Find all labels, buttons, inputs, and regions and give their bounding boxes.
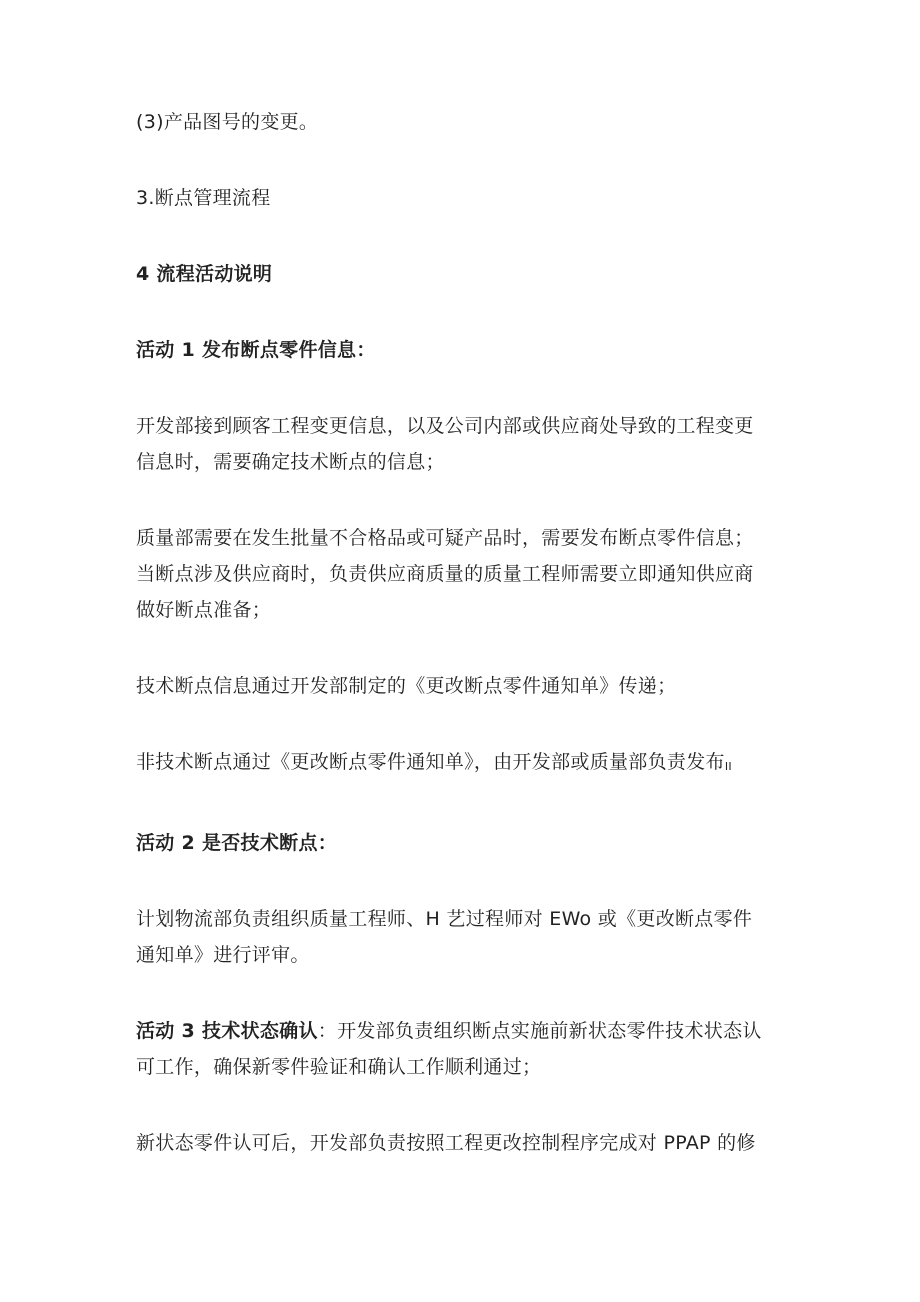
text-line: [136, 744, 796, 785]
text-line: 做好断点准备；: [136, 599, 272, 621]
text-line: 开发部接到顾客工程变更信息，以及公司内部或供应商处导致的工程变更: [136, 415, 754, 437]
text-line: 当断点涉及供应商时，负责供应商质量的质量工程师需要立即通知供应商: [136, 563, 754, 585]
text-line: [136, 1013, 796, 1049]
text-line: 3.断点管理流程: [136, 187, 271, 209]
text-line: 技术断点信息通过开发部制定的《更改断点零件通知单》传递；: [136, 675, 677, 697]
activity-2-heading: [136, 825, 796, 861]
text-line: 计划物流部负责组织质量工程师、H 艺过程师对 EWo 或《更改断点零件: [136, 908, 753, 930]
text-run: ：开发部负责组织断点实施前新状态零件技术状态认: [317, 1020, 762, 1042]
paragraph-activity-3: [136, 1013, 796, 1085]
activity-1-heading: [136, 332, 796, 368]
text-line: (3)产品图号的变更。: [136, 111, 319, 133]
paragraph-dev-dept-engineering-change: [136, 408, 796, 480]
text-run: 非技术断点通过《更改断点零件通知单》，由开发部或质量部负责发布: [136, 751, 725, 773]
section-heading-activity-description: [136, 256, 796, 292]
text-line: 活动 2 是否技术断点：: [136, 832, 338, 854]
paragraph-technical-breakpoint-info: [136, 668, 796, 704]
paragraph-non-technical-breakpoint: [136, 744, 796, 785]
text-line: 新状态零件认可后，开发部负责按照工程更改控制程序完成对 PPAP 的修: [136, 1132, 756, 1154]
text-line: 4 流程活动说明: [136, 263, 273, 285]
paragraph-ppap-revision: [136, 1125, 796, 1161]
section-heading-breakpoint-process: [136, 180, 796, 216]
text-line: 通知单》进行评审。: [136, 944, 310, 966]
text-line: 可工作，确保新零件验证和确认工作顺利通过；: [136, 1056, 542, 1078]
document-body: [136, 104, 796, 1201]
text-line: 活动 1 发布断点零件信息：: [136, 339, 376, 361]
stray-mark: II: [724, 760, 732, 773]
activity-3-heading: 活动 3 技术状态确认: [136, 1020, 318, 1042]
paragraph-drawing-number-change: [136, 104, 796, 140]
paragraph-quality-dept-release: [136, 520, 796, 628]
text-line: 信息时，需要确定技术断点的信息；: [136, 451, 445, 473]
paragraph-planning-logistics-review: [136, 901, 796, 973]
text-line: 质量部需要在发生批量不合格品或可疑产品时，需要发布断点零件信息；: [136, 527, 754, 549]
